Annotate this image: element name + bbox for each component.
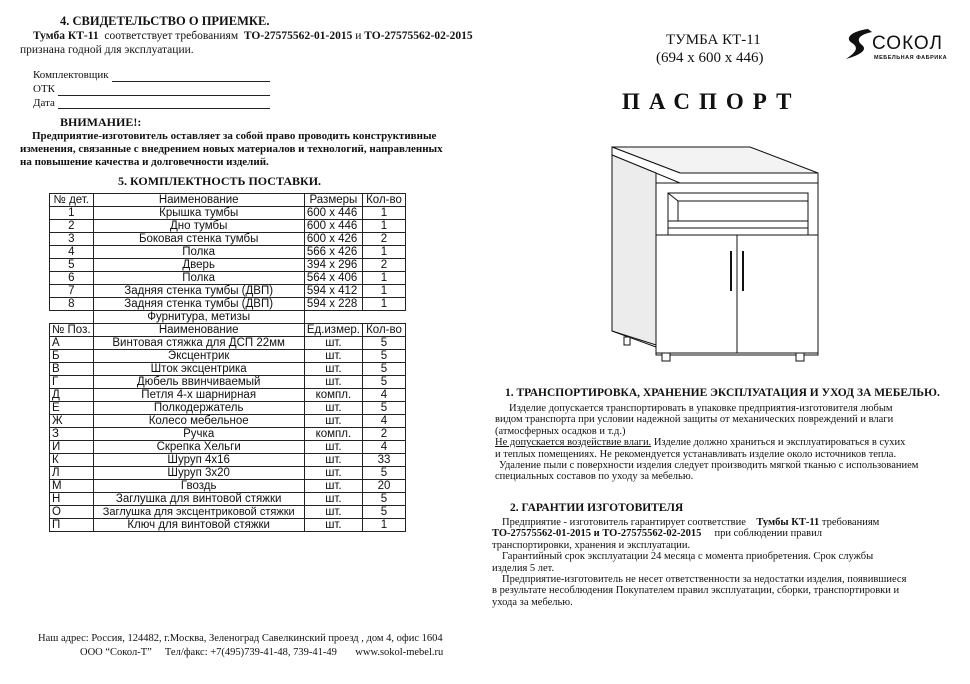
header-cell: Наименование <box>93 194 304 207</box>
cell-unit: шт. <box>304 350 362 363</box>
cell-qty: 2 <box>362 259 405 272</box>
warranty-text <box>492 517 958 608</box>
cell-unit: шт. <box>304 402 362 415</box>
text-line <box>495 437 957 448</box>
wheel-front-right <box>796 353 804 361</box>
header-cell: Ед.измер. <box>304 324 362 337</box>
table-row <box>50 480 406 493</box>
cell-name: Задняя стенка тумбы (ДВП) <box>93 298 304 311</box>
cell-pos: А <box>50 337 94 350</box>
cell-qty: 5 <box>362 506 405 519</box>
cell-qty: 5 <box>362 467 405 480</box>
cell-size: 600 х 446 <box>304 207 362 220</box>
cell-unit: шт. <box>304 493 362 506</box>
table-row <box>50 376 406 389</box>
cell-unit: компл. <box>304 389 362 402</box>
cell-qty: 1 <box>362 246 405 259</box>
transport-title: 1. ТРАНСПОРТИРОВКА, ХРАНЕНИЕ ЭКСПЛУАТАЦИЯ И УХОД ЗА МЕБЕЛЬЮ. <box>505 387 940 399</box>
cell-qty: 33 <box>362 454 405 467</box>
cell-no: 5 <box>50 259 94 272</box>
acceptance-line-1 <box>33 30 473 42</box>
cell-pos: М <box>50 480 94 493</box>
acceptance-title: 4. СВИДЕТЕЛЬСТВО О ПРИЕМКЕ. <box>60 14 270 28</box>
standard-1: ТО-27575562-01-2015 <box>243 30 353 42</box>
empty-cell <box>50 311 94 324</box>
header-cell: Размеры <box>304 194 362 207</box>
cell-pos: П <box>50 519 94 532</box>
parts-table <box>49 193 406 532</box>
passport-title: ПАСПОРТ <box>622 89 801 114</box>
field-date-line[interactable] <box>58 108 270 109</box>
cell-no: 7 <box>50 285 94 298</box>
cell-name: Задняя стенка тумбы (ДВП) <box>93 285 304 298</box>
cell-name: Эксцентрик <box>93 350 304 363</box>
moisture-warning: Не допускается воздействие влаги. <box>495 437 652 449</box>
cell-qty: 1 <box>362 519 405 532</box>
cell-qty: 4 <box>362 415 405 428</box>
completeness-title: 5. КОМПЛЕКТНОСТЬ ПОСТАВКИ. <box>118 174 322 188</box>
cell-qty: 1 <box>362 272 405 285</box>
text-line: в результате несоблюдения Покупателем правил эксплуатации, сборки, транспортировки и <box>492 585 900 597</box>
company-name: ООО “Сокол-Т” <box>80 647 152 658</box>
cell-pos: Л <box>50 467 94 480</box>
table-row <box>50 220 406 233</box>
empty-cell <box>362 311 405 324</box>
hardware-title: Фурнитура, метизы <box>93 311 304 324</box>
cell-size: 564 х 406 <box>304 272 362 285</box>
cell-no: 1 <box>50 207 94 220</box>
cabinet-left-side <box>612 155 656 345</box>
text-line: Гарантийный срок эксплуатации 24 месяца с момента приобретения. Срок службы <box>502 551 874 563</box>
cell-name: Ручка <box>93 428 304 441</box>
cell-name: Петля 4-х шарнирная <box>93 389 304 402</box>
cell-name: Полка <box>93 246 304 259</box>
cell-pos: Б <box>50 350 94 363</box>
cell-qty: 4 <box>362 441 405 454</box>
header-cell: № Поз. <box>50 324 94 337</box>
table-row <box>50 467 406 480</box>
phone-fax: Тел/факс: +7(495)739-41-48, 739-41-49 <box>164 647 337 658</box>
table-row <box>50 272 406 285</box>
table-row <box>50 285 406 298</box>
cell-qty: 2 <box>362 428 405 441</box>
cell-size: 594 х 228 <box>304 298 362 311</box>
cell-qty: 20 <box>362 480 405 493</box>
table-row <box>50 207 406 220</box>
cell-qty: 5 <box>362 337 405 350</box>
cell-name: Ключ для винтовой стяжки <box>93 519 304 532</box>
text-line: транспортировки, хранения и эксплуатации. <box>492 539 691 551</box>
cell-pos: Ж <box>50 415 94 428</box>
warranty-req: требованиям <box>821 517 880 528</box>
conjunction: и <box>355 30 362 42</box>
hardware-header-row <box>50 324 406 337</box>
cell-name: Заглушка для винтовой стяжки <box>93 493 304 506</box>
cell-qty: 1 <box>362 220 405 233</box>
warranty-title: 2. ГАРАНТИИ ИЗГОТОВИТЕЛЯ <box>510 502 684 514</box>
cell-no: 8 <box>50 298 94 311</box>
warranty-conform: Предприятие - изготовитель гарантирует соответствие <box>502 517 746 528</box>
warranty-conditions: при соблюдении правил <box>714 528 822 540</box>
table-row <box>50 259 406 272</box>
text-line <box>492 528 958 539</box>
text-line: ухода за мебелью. <box>492 596 573 608</box>
cell-no: 2 <box>50 220 94 233</box>
table-row <box>50 337 406 350</box>
table-row <box>50 506 406 519</box>
cell-unit: шт. <box>304 519 362 532</box>
cell-pos: В <box>50 363 94 376</box>
cell-unit: шт. <box>304 441 362 454</box>
conformity-text: соответствует требованиям <box>104 30 239 42</box>
cell-name: Колесо мебельное <box>93 415 304 428</box>
cell-unit: шт. <box>304 506 362 519</box>
table-row <box>50 363 406 376</box>
cell-name: Шуруп 4х16 <box>93 454 304 467</box>
text-line: Предприятие-изготовитель не несет ответственности за недостатки изделия, появившиеся <box>502 574 907 586</box>
cell-unit: шт. <box>304 337 362 350</box>
text-line: Удаление пыли с поверхности изделия следует производить мягкой тканью с использованием <box>499 460 919 472</box>
cell-pos: Г <box>50 376 94 389</box>
left-door <box>656 235 737 353</box>
text-line: Изделие допускается транспортировать в упаковке предприятия-изготовителя любым <box>509 403 893 414</box>
cell-pos: Н <box>50 493 94 506</box>
attention-line: Предприятие-изготовитель оставляет за собой право проводить конструктивные <box>32 130 437 142</box>
cell-qty: 5 <box>362 376 405 389</box>
cell-unit: шт. <box>304 376 362 389</box>
field-packer-line[interactable] <box>112 81 270 82</box>
cell-pos: З <box>50 428 94 441</box>
wheel-front-left <box>662 353 670 361</box>
cell-qty: 1 <box>362 285 405 298</box>
moisture-rest: Изделие должно храниться и эксплуатироваться в сухих <box>651 437 906 449</box>
product-dimensions: (694 х 600 х 446) <box>656 50 764 66</box>
text-line: (атмосферных осадков и т.д.) <box>495 425 626 437</box>
footer-address: Наш адрес: Россия, 124482, г.Москва, Зеленоград Савелкинский проезд , дом 4, офис 1604 <box>38 633 443 644</box>
field-packer-label: Комплектовщик <box>33 69 109 81</box>
cell-qty: 5 <box>362 363 405 376</box>
logo-name: СОКОЛ <box>872 33 943 54</box>
footer-contacts <box>80 647 443 658</box>
table-row <box>50 402 406 415</box>
right-door <box>737 235 818 353</box>
empty-cell <box>304 311 362 324</box>
field-qc-line[interactable] <box>58 95 270 96</box>
cell-name: Полкодержатель <box>93 402 304 415</box>
website-link[interactable]: www.sokol-mebel.ru <box>355 647 444 658</box>
cell-no: 3 <box>50 233 94 246</box>
product-title: ТУМБА КТ-11 <box>666 32 761 48</box>
cell-unit: шт. <box>304 467 362 480</box>
parts-header-row <box>50 194 406 207</box>
cell-size: 394 х 296 <box>304 259 362 272</box>
text-line: и теплых помещениях. Не рекомендуется устанавливать изделие около источников тепла. <box>495 448 897 460</box>
cell-qty: 1 <box>362 207 405 220</box>
cell-unit: шт. <box>304 415 362 428</box>
cell-name: Крышка тумбы <box>93 207 304 220</box>
hardware-section-row <box>50 311 406 324</box>
warranty-product: Тумбы КТ-11 <box>756 517 820 528</box>
cell-qty: 5 <box>362 350 405 363</box>
cell-name: Шток эксцентрика <box>93 363 304 376</box>
cell-size: 600 х 446 <box>304 220 362 233</box>
cell-name: Скрепка Хельги <box>93 441 304 454</box>
standard-2: ТО-27575562-02-2015 <box>364 30 473 42</box>
cell-size: 566 х 426 <box>304 246 362 259</box>
cell-unit: шт. <box>304 480 362 493</box>
table-row <box>50 415 406 428</box>
wheel-back-left <box>624 337 630 345</box>
table-row <box>50 428 406 441</box>
cell-pos: К <box>50 454 94 467</box>
text-line <box>492 517 958 528</box>
cell-qty: 5 <box>362 402 405 415</box>
header-cell: № дет. <box>50 194 94 207</box>
table-row <box>50 454 406 467</box>
cell-name: Полка <box>93 272 304 285</box>
header-cell: Кол-во <box>362 194 405 207</box>
cell-name: Дюбель ввинчиваемый <box>93 376 304 389</box>
table-row <box>50 233 406 246</box>
text-line: видом транспорта при условии надежной защиты от механических повреждений и влаги <box>495 414 894 426</box>
cell-pos: Е <box>50 402 94 415</box>
cell-unit: шт. <box>304 454 362 467</box>
cell-name: Винтовая стяжка для ДСП 22мм <box>93 337 304 350</box>
cell-pos: И <box>50 441 94 454</box>
cabinet-drawing <box>610 135 830 365</box>
cell-name: Дно тумбы <box>93 220 304 233</box>
cell-size: 600 х 426 <box>304 233 362 246</box>
cell-name: Шуруп 3х20 <box>93 467 304 480</box>
cell-unit: шт. <box>304 363 362 376</box>
cell-qty: 2 <box>362 233 405 246</box>
field-date-label: Дата <box>33 97 55 109</box>
cell-qty: 5 <box>362 493 405 506</box>
attention-line: на повышение качества и долговечности изделий. <box>20 156 269 168</box>
field-qc-label: ОТК <box>33 83 55 95</box>
attention-title: ВНИМАНИЕ!: <box>60 115 142 129</box>
cell-size: 594 х 412 <box>304 285 362 298</box>
table-row <box>50 389 406 402</box>
table-row <box>50 441 406 454</box>
acceptance-line-2: признана годной для эксплуатации. <box>20 44 194 56</box>
cell-name: Боковая стенка тумбы <box>93 233 304 246</box>
text-line: изделия 5 лет. <box>492 562 555 574</box>
table-row <box>50 298 406 311</box>
cell-qty: 4 <box>362 389 405 402</box>
cell-name: Заглушка для эксцентриковой стяжки <box>93 506 304 519</box>
product-name: Тумба КТ-11 <box>33 30 99 42</box>
warranty-standards: ТО-27575562-01-2015 и ТО-27575562-02-2015 <box>492 528 702 540</box>
header-cell: Наименование <box>93 324 304 337</box>
cell-no: 6 <box>50 272 94 285</box>
logo-tagline: МЕБЕЛЬНАЯ ФАБРИКА <box>874 55 948 61</box>
table-row <box>50 350 406 363</box>
header-cell: Кол-во <box>362 324 405 337</box>
cell-no: 4 <box>50 246 94 259</box>
cell-name: Дверь <box>93 259 304 272</box>
cell-unit: компл. <box>304 428 362 441</box>
attention-line: изменения, связанные с внедрением новых материалов и технологий, направленных <box>20 143 443 155</box>
attention-text <box>20 130 466 169</box>
cell-pos: Д <box>50 389 94 402</box>
cell-pos: О <box>50 506 94 519</box>
table-row <box>50 519 406 532</box>
text-line: специальных составов по уходу за мебелью. <box>495 471 694 483</box>
transport-text <box>495 403 957 483</box>
table-row <box>50 493 406 506</box>
cell-name: Гвоздь <box>93 480 304 493</box>
table-row <box>50 246 406 259</box>
cell-qty: 1 <box>362 298 405 311</box>
cabinet-open-shelf <box>668 193 808 235</box>
